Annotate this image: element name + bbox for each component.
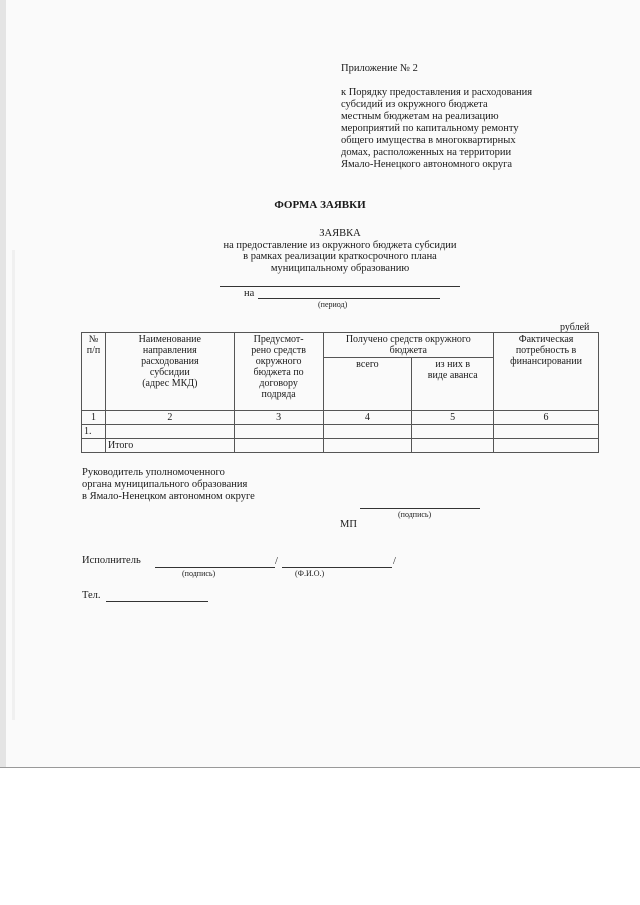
table-cell [105,425,234,439]
table-cell [323,425,412,439]
request-line: на предоставление из окружного бюджета субсидии [223,239,457,251]
scan-edge-shadow [0,0,6,768]
executor-label: Исполнитель [82,555,141,566]
table-cell: 1. [82,425,106,439]
table-cell [412,439,494,453]
header-received: Получено средств окружного бюджета [323,333,494,358]
appendix-number: Приложение № 2 [341,63,418,74]
scan-fold-mark [12,250,15,720]
executor-slash: / [275,556,278,567]
municipality-blank-line [220,286,460,287]
table-cell [494,439,599,453]
header-received-total: всего [323,358,412,411]
column-number-row [82,411,599,425]
request-header [160,228,520,274]
signature-blank-line [360,508,480,509]
executor-slash: / [393,556,396,567]
appendix-line: к Порядку предоставления и расходования [341,87,533,98]
table-cell [82,439,106,453]
request-title: ЗАЯВКА [319,228,361,239]
appendix-line: Ямало-Ненецкого автономного округа [341,159,513,170]
signatory-block [82,467,255,503]
signatory-line: органа муниципального образования [82,479,248,490]
page-bottom-edge [0,767,640,768]
header-planned: Предусмот- рено средств окружного бюджета по договору подряда [234,333,323,411]
signature-caption: (подпись) [398,510,432,519]
table-cell [323,439,412,453]
total-label: Итого [105,439,234,453]
request-table [81,332,599,453]
table-cell [234,425,323,439]
column-number: 3 [234,411,323,425]
table-header-row [82,333,599,358]
period-caption: (период) [318,300,348,309]
period-prefix: на [244,288,255,299]
appendix-block [341,63,581,171]
signatory-line: в Ямало-Ненецком автономном округе [82,491,255,502]
request-line: в рамках реализации краткосрочного плана [243,251,437,262]
column-number: 2 [105,411,234,425]
phone-blank-line [106,601,208,602]
column-number: 1 [82,411,106,425]
appendix-line: мероприятий по капитальному ремонту [341,123,519,134]
table-row [82,425,599,439]
total-row [82,439,599,453]
column-number: 6 [494,411,599,425]
appendix-line: местным бюджетам на реализацию [341,111,499,122]
table-cell [412,425,494,439]
phone-label: Тел. [82,590,101,601]
executor-name-caption: (Ф.И.О.) [295,569,325,578]
executor-signature-line [155,567,275,568]
header-received-advance: из них в виде аванса [412,358,494,411]
header-name: Наименование направления расходования субсидии (адрес МКД) [105,333,234,411]
column-number: 4 [323,411,412,425]
header-num: № п/п [82,333,106,411]
appendix-line: общего имущества в многоквартирных [341,135,516,146]
stamp-place: МП [340,519,357,530]
table-cell [234,439,323,453]
header-actual: Фактическая потребность в финансировании [494,333,599,411]
signatory-line: Руководитель уполномоченного [82,467,225,478]
period-blank-line [258,298,440,299]
units-label: рублей [560,322,590,333]
executor-name-line [282,567,392,568]
column-number: 5 [412,411,494,425]
appendix-line: домах, расположенных на территории [341,147,512,158]
form-title: ФОРМА ЗАЯВКИ [274,199,366,211]
appendix-line: субсидий из окружного бюджета [341,99,488,110]
table-cell [494,425,599,439]
request-line: муниципальному образованию [270,262,410,274]
executor-sign-caption: (подпись) [182,569,216,578]
